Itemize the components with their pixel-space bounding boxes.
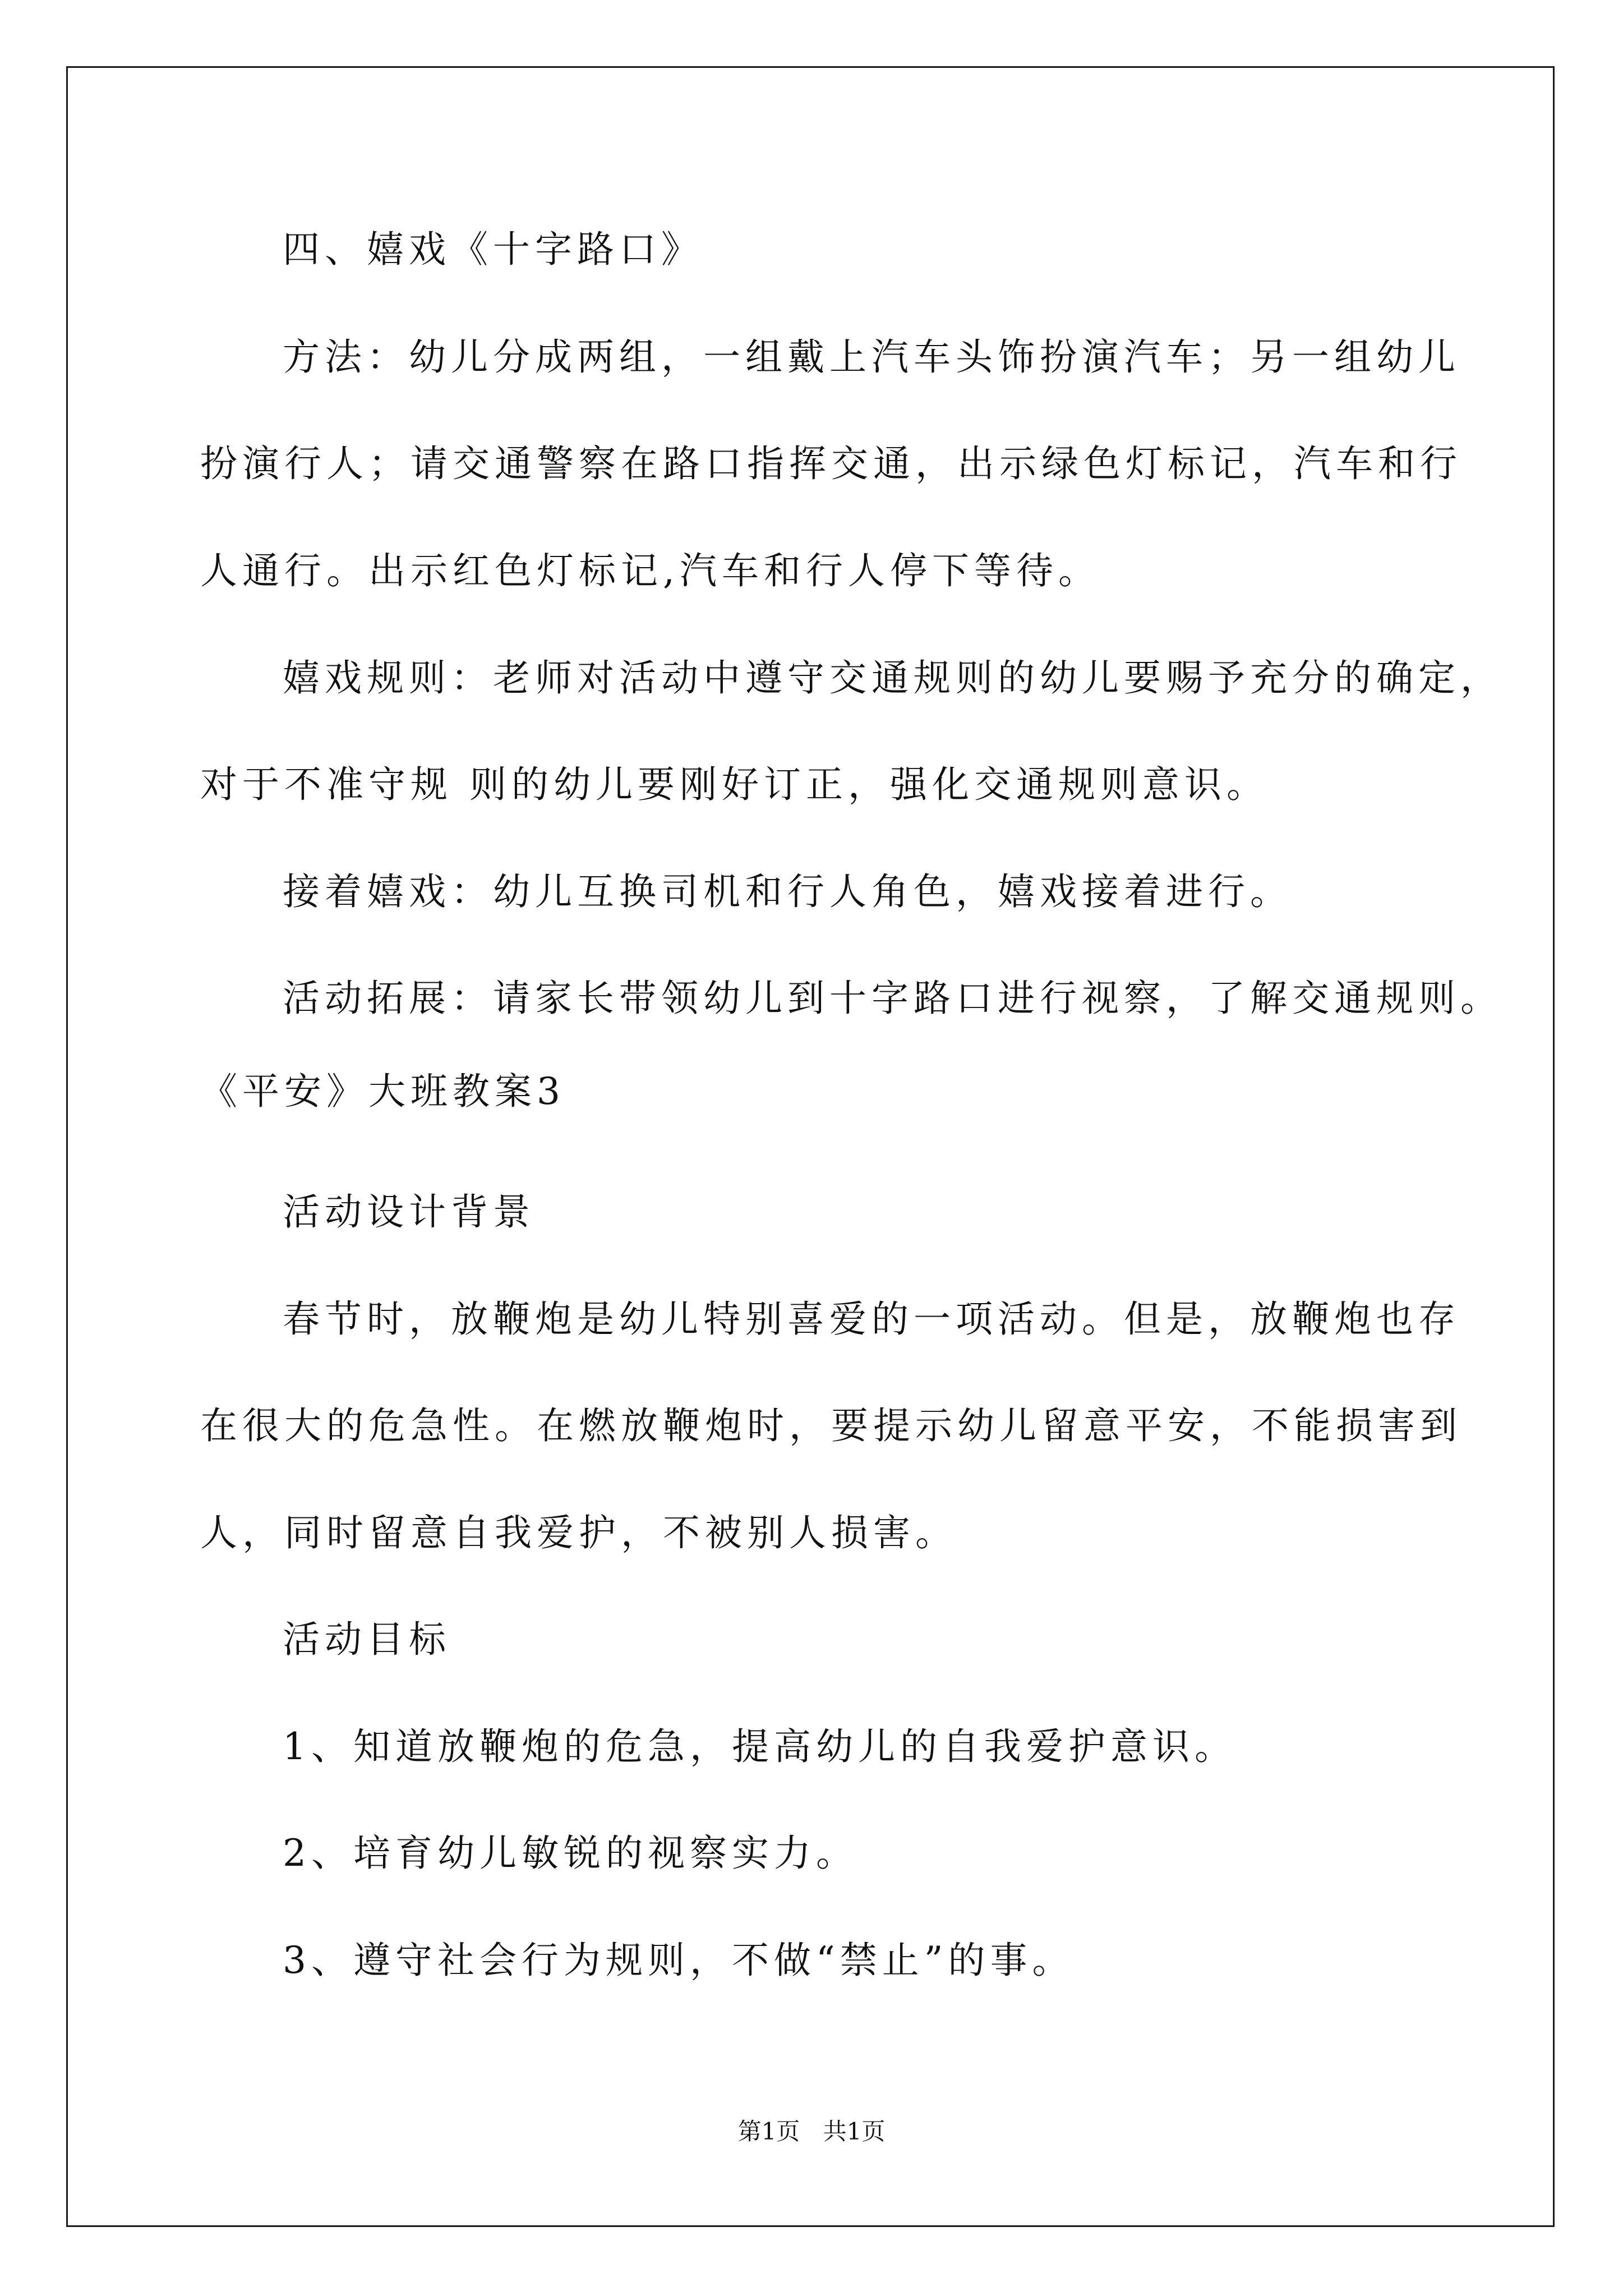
page-number: 第1页	[737, 2118, 800, 2145]
paragraph-line: 方法：幼儿分成两组，一组戴上汽车头饰扮演汽车；另一组幼儿	[283, 335, 1460, 379]
paragraph-line: 人，同时留意自我爱护，不被别人损害。	[200, 1511, 957, 1554]
page-footer	[0, 2118, 1623, 2146]
paragraph-line: 在很大的危急性。在燃放鞭炮时，要提示幼儿留意平安，不能损害到	[200, 1404, 1462, 1447]
lesson-title: 《平安》大班教案3	[200, 1070, 565, 1113]
paragraph-line: 春节时，放鞭炮是幼儿特别喜爱的一项活动。但是，放鞭炮也存	[283, 1297, 1460, 1341]
list-item: 1、知道放鞭炮的危急，提高幼儿的自我爱护意识。	[283, 1725, 1237, 1768]
paragraph-line: 扮演行人；请交通警察在路口指挥交通，出示绿色灯标记，汽车和行	[200, 442, 1462, 485]
page-count: 共1页	[823, 2118, 886, 2145]
page-border	[66, 66, 1555, 2227]
paragraph-line: 人通行。出示红色灯标记,汽车和行人停下等待。	[200, 549, 1100, 592]
paragraph-line: 接着嬉戏：幼儿互换司机和行人角色，嬉戏接着进行。	[283, 870, 1292, 913]
section-heading: 活动目标	[283, 1618, 451, 1661]
section-heading: 活动设计背景	[283, 1190, 535, 1234]
list-item: 3、遵守社会行为规则，不做“禁止”的事。	[283, 1939, 1075, 1982]
paragraph-line: 活动拓展：请家长带领幼儿到十字路口进行视察，了解交通规则。	[283, 977, 1502, 1020]
paragraph-line: 嬉戏规则：老师对活动中遵守交通规则的幼儿要赐予充分的确定，	[283, 656, 1502, 700]
paragraph-line: 对于不准守规 则的幼儿要刚好订正，强化交通规则意识。	[200, 763, 1269, 806]
section-heading: 四、嬉戏《十字路口》	[283, 228, 703, 271]
list-item: 2、培育幼儿敏锐的视察实力。	[283, 1832, 858, 1875]
